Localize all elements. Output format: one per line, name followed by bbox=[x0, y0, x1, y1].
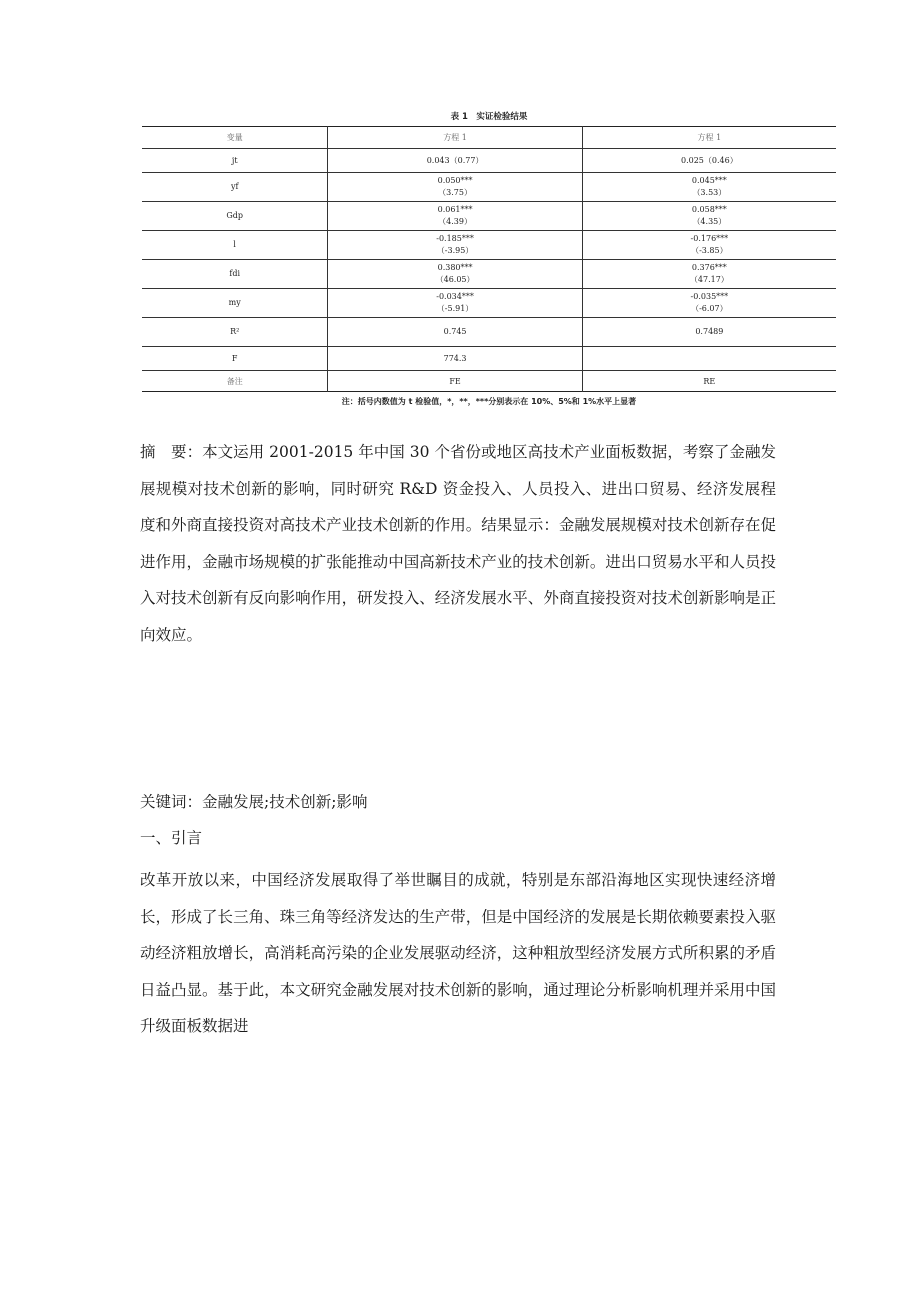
row-label: F bbox=[231, 354, 238, 363]
cell-eq2 bbox=[582, 149, 836, 173]
intro-block bbox=[140, 862, 776, 1045]
header-cell: 方程 1 bbox=[328, 127, 582, 149]
table-note: 注：括号内数值为 t 检验值，*，**，***分别表示在 10%、5%和 1%水平上显著 bbox=[341, 397, 637, 406]
cell-eq1 bbox=[328, 371, 582, 392]
t-value: （4.35） bbox=[692, 217, 727, 226]
coef: 0.7489 bbox=[695, 327, 724, 336]
t-value: （-3.85） bbox=[691, 246, 728, 255]
table-row bbox=[142, 371, 836, 392]
results-table-block bbox=[142, 108, 836, 407]
abstract-block bbox=[140, 434, 776, 653]
t-value: （-6.07） bbox=[691, 304, 728, 313]
cell-eq2 bbox=[582, 173, 836, 202]
intro-paragraph: 改革开放以来，中国经济发展取得了举世瞩目的成就，特别是东部沿海地区实现快速经济增长，形成了长三角、珠三角等经济发达的生产带，但是中国经济的发展是长期依赖要素投入驱动经济粗放增长，高消耗高污染的企业发展驱动经济，这种粗放型经济发展方式所积累的矛盾日益凸显。基于此，本文研究金融发展对技术创新的影响，通过理论分析影响机理并采用中国升级面板数据进 bbox=[140, 871, 776, 1035]
cell-eq2 bbox=[582, 260, 836, 289]
row-label: l bbox=[233, 240, 236, 249]
table-row bbox=[142, 289, 836, 318]
keywords-line: 关键词：金融发展;技术创新;影响 bbox=[140, 793, 368, 811]
coef: -0.176*** bbox=[690, 234, 729, 243]
cell-eq2 bbox=[582, 202, 836, 231]
cell-eq1 bbox=[328, 347, 582, 371]
cell-eq1 bbox=[328, 260, 582, 289]
table-row bbox=[142, 173, 836, 202]
header-cell: 变量 bbox=[226, 133, 243, 142]
table-row bbox=[142, 347, 836, 371]
table-row bbox=[142, 231, 836, 260]
cell-eq1 bbox=[328, 231, 582, 260]
row-label: my bbox=[228, 298, 241, 307]
coef: -0.034*** bbox=[436, 292, 474, 301]
coef: RE bbox=[703, 376, 716, 386]
cell-eq2 bbox=[582, 347, 836, 371]
row-label: jt bbox=[231, 156, 238, 165]
cell-eq2 bbox=[582, 371, 836, 392]
coef: 0.376*** bbox=[691, 263, 727, 272]
cell-eq1 bbox=[328, 289, 582, 318]
header-cell: 方程 1 bbox=[582, 127, 836, 149]
section-heading-block bbox=[140, 820, 776, 857]
t-value: （4.39） bbox=[438, 217, 472, 226]
cell-eq1 bbox=[328, 173, 582, 202]
coef: 0.045*** bbox=[691, 176, 727, 185]
row-label: R² bbox=[230, 327, 240, 336]
coef: 0.380*** bbox=[437, 263, 473, 272]
cell-eq1 bbox=[328, 149, 582, 173]
keywords-block bbox=[140, 784, 776, 821]
row-label: 备注 bbox=[226, 376, 243, 386]
t-value: （3.75） bbox=[438, 188, 472, 197]
table-title: 表 1 实证检验结果 bbox=[450, 112, 528, 122]
t-value: （-5.91） bbox=[436, 304, 474, 313]
coef: 0.061*** bbox=[437, 205, 473, 214]
cell-eq1 bbox=[328, 202, 582, 231]
t-value: （47.17） bbox=[689, 275, 729, 284]
coef: 0.025（0.46） bbox=[680, 156, 738, 165]
cell-eq2 bbox=[582, 289, 836, 318]
row-label: Gdp bbox=[226, 211, 244, 220]
cell-eq2 bbox=[582, 318, 836, 347]
coef: 0.043（0.77） bbox=[426, 156, 484, 165]
table-row bbox=[142, 318, 836, 347]
row-label: fdi bbox=[229, 269, 241, 278]
cell-eq1 bbox=[328, 318, 582, 347]
results-table bbox=[142, 126, 836, 392]
coef: 0.745 bbox=[443, 327, 467, 336]
row-label: yf bbox=[230, 182, 239, 191]
t-value: （46.05） bbox=[435, 275, 475, 284]
coef: 0.058*** bbox=[691, 205, 727, 214]
abstract-paragraph: 摘 要：本文运用 2001-2015 年中国 30 个省份或地区高技术产业面板数据，考察了金融发展规模对技术创新的影响，同时研究 R&D 资金投入、人员投入、进出口贸易、经济发展程度和外商直接投资对高技术产业技术创新的作用。结果显示：金融发展规模对技术创新存在促进作用，金融市场规模的扩张能推动中国高新技术产业的技术创新。进出口贸易水平和人员投入对技术创新有反向影响作用，研发投入、经济发展水平、外商直接投资对技术创新影响是正向效应。 bbox=[140, 443, 776, 644]
t-value: （-3.95） bbox=[436, 246, 474, 255]
coef: 774.3 bbox=[443, 354, 467, 363]
coef: FE bbox=[449, 376, 461, 386]
table-header-row bbox=[142, 127, 836, 149]
coef: -0.035*** bbox=[690, 292, 729, 301]
table-row bbox=[142, 260, 836, 289]
t-value: （3.53） bbox=[692, 188, 727, 197]
section-heading: 一、引言 bbox=[140, 829, 203, 847]
coef: -0.185*** bbox=[436, 234, 474, 243]
table-row bbox=[142, 202, 836, 231]
cell-eq2 bbox=[582, 231, 836, 260]
coef: 0.050*** bbox=[437, 176, 473, 185]
table-row bbox=[142, 149, 836, 173]
